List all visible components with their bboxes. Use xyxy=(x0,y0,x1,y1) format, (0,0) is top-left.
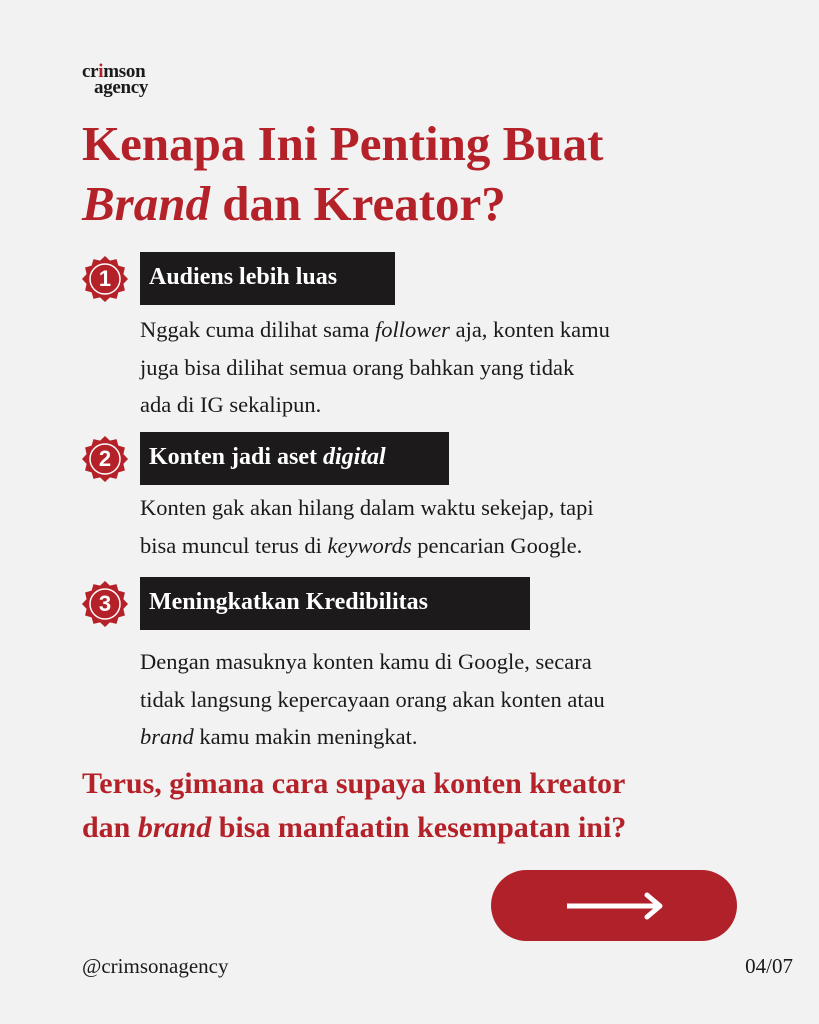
badge-number: 1 xyxy=(98,266,112,291)
closing-question xyxy=(82,762,626,850)
page-title xyxy=(82,114,603,234)
number-badge-1 xyxy=(82,256,128,302)
body-line: juga bisa dilihat semua orang bahkan yang tidak xyxy=(140,354,575,380)
question-line: Terus, gimana cara supaya konten kreator xyxy=(82,767,626,800)
title-line: Kenapa Ini Penting Buat xyxy=(82,116,604,171)
body-line: ada di IG sekalipun. xyxy=(140,392,322,417)
body-line: Dengan masuknya konten kamu di Google, secara xyxy=(140,649,592,674)
brand-logo xyxy=(82,61,149,98)
point-body-2 xyxy=(140,489,594,564)
body-line: bisa muncul terus di keywords pencarian Google. xyxy=(140,532,583,558)
point-heading-2: Konten jadi aset digital xyxy=(140,432,449,485)
logo-text: agency xyxy=(94,77,149,98)
number-badge-2 xyxy=(82,436,128,482)
logo-text: i xyxy=(98,61,104,82)
logo-text: mson xyxy=(103,61,146,82)
arrow-right-icon xyxy=(565,890,665,922)
social-handle: @crimsonagency xyxy=(82,954,229,978)
badge-number: 3 xyxy=(98,591,112,616)
badge-number: 2 xyxy=(98,446,112,471)
point-body-3 xyxy=(140,643,605,756)
number-badge-3 xyxy=(82,581,128,627)
title-italic: Brand xyxy=(82,176,211,231)
question-line: dan brand bisa manfaatin kesempatan ini? xyxy=(82,811,627,844)
body-line: Nggak cuma dilihat sama follower aja, konten kamu xyxy=(140,317,610,342)
point-body-1 xyxy=(140,311,610,424)
body-line: brand kamu makin meningkat. xyxy=(140,724,418,749)
body-line: tidak langsung kepercayaan orang akan konten atau xyxy=(140,686,605,712)
page-indicator: 04/07 xyxy=(745,954,793,978)
body-line: Konten gak akan hilang dalam waktu sekejap, tapi xyxy=(140,495,594,520)
title-line xyxy=(82,174,603,234)
logo-text: cr xyxy=(82,61,99,82)
point-heading-3: Meningkatkan Kredibilitas xyxy=(140,577,530,630)
point-heading-1: Audiens lebih luas xyxy=(140,252,395,305)
title-rest: dan Kreator? xyxy=(210,176,506,231)
next-button[interactable] xyxy=(491,870,737,941)
